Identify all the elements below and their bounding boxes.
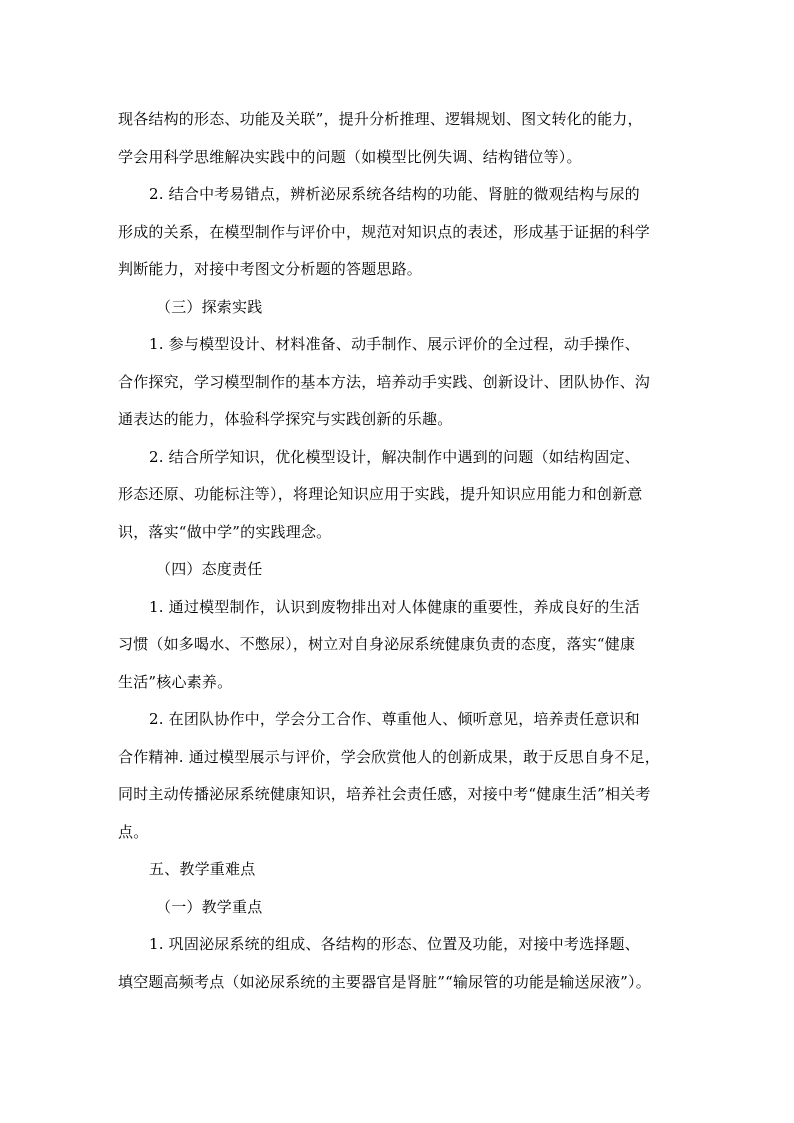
- section-heading: （一）教学重点: [156, 897, 263, 916]
- text-line: 合作探究，学习模型制作的基本方法，培养动手实践、创新设计、团队协作、沟: [118, 372, 651, 391]
- text-line: 生活”核心素养。: [118, 672, 233, 691]
- text-line: 形态还原、功能标注等），将理论知识应用于实践，提升知识应用能力和创新意: [118, 485, 643, 503]
- text-line: 2. 结合所学知识，优化模型设计，解决制作中遇到的问题（如结构固定、: [149, 447, 640, 466]
- text-line: 1. 通过模型制作，认识到废物排出对人体健康的重要性，养成良好的生活: [149, 597, 640, 616]
- body-text: [118, 101, 684, 1001]
- text-line: 形成的关系，在模型制作与评价中，规范对知识点的表述，形成基于证据的科学: [118, 222, 651, 241]
- text-line: 习惯（如多喝水、不憋尿），树立对自身泌尿系统健康负责的态度，落实“健康: [118, 635, 636, 653]
- text-line: 点。: [118, 822, 149, 841]
- section-heading: （四）态度责任: [156, 560, 263, 578]
- text-line: 1. 参与模型设计、材料准备、动手制作、展示评价的全过程，动手操作、: [149, 335, 640, 353]
- section-heading: （三）探索实践: [156, 297, 263, 316]
- text-line: 识，落实“做中学”的实践理念。: [118, 522, 332, 541]
- text-line: 判断能力，对接中考图文分析题的答题思路。: [118, 260, 423, 278]
- text-line: 学会用科学思维解决实践中的问题（如模型比例失调、结构错位等）。: [118, 147, 582, 166]
- text-line: 填空题高频考点（如泌尿系统的主要器官是肾脏”“输尿管的功能是输送尿液”）。: [118, 972, 651, 991]
- text-line: 2. 结合中考易错点，辨析泌尿系统各结构的功能、肾脏的微观结构与尿的: [149, 185, 640, 203]
- text-line: 1. 巩固泌尿系统的组成、各结构的形态、位置及功能，对接中考选择题、: [149, 935, 640, 953]
- text-line: 合作精神. 通过模型展示与评价，学会欣赏他人的创新成果，敢于反思自身不足，: [118, 747, 660, 766]
- text-line: 现各结构的形态、功能及关联”，提升分析推理、逻辑规划、图文转化的能力，: [118, 110, 643, 128]
- text-line: 同时主动传播泌尿系统健康知识，培养社会责任感，对接中考“健康生活”相关考: [118, 785, 651, 803]
- text-line: 通表达的能力，体验科学探究与实践创新的乐趣。: [118, 410, 453, 428]
- chapter-heading: 五、教学重难点: [149, 860, 256, 878]
- text-line: 2. 在团队协作中，学会分工合作、尊重他人、倾听意见，培养责任意识和: [149, 710, 640, 728]
